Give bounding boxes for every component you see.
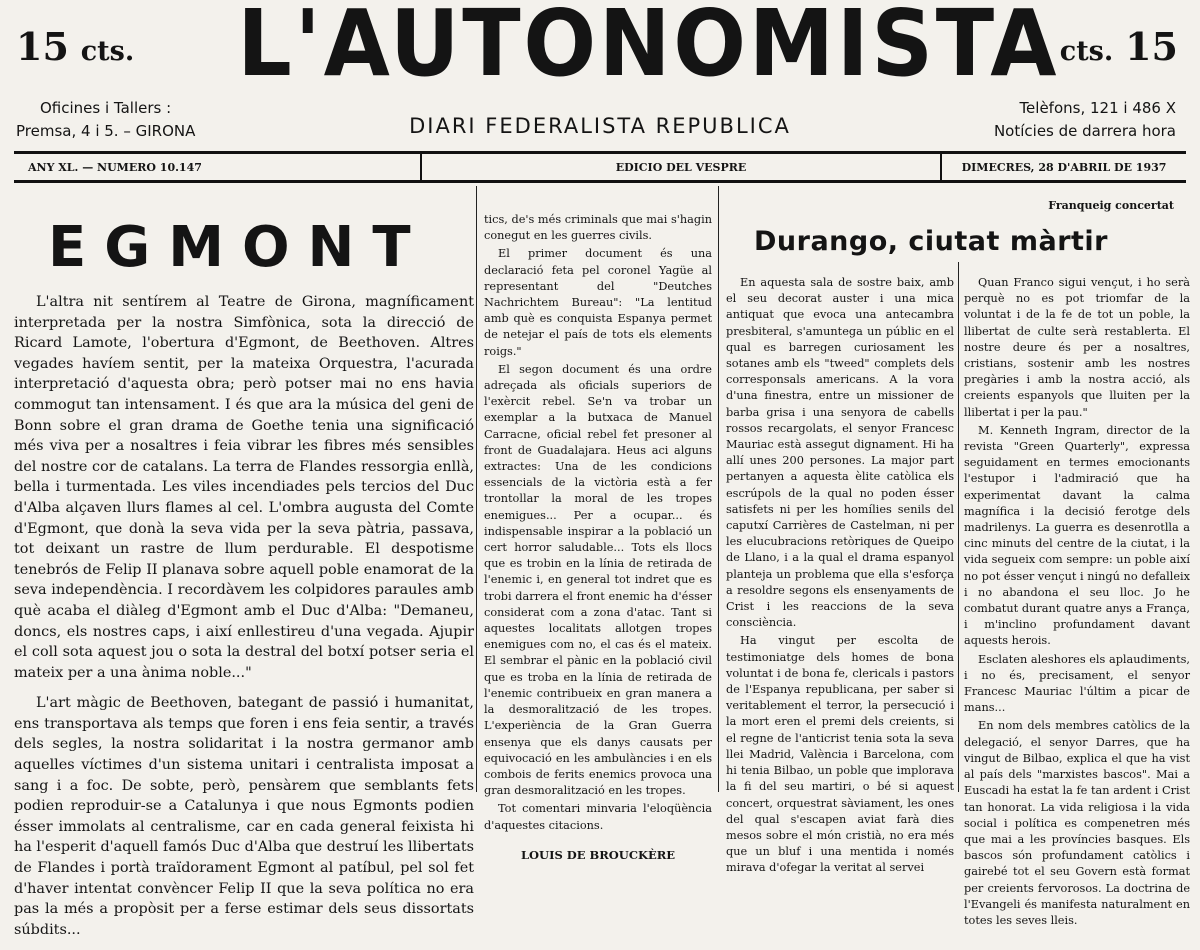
brouckere-body	[484, 212, 712, 834]
egmont-body	[14, 292, 474, 940]
article-paragraph: tics, de's més criminals que mai s'hagin conegut en les guerres civils.	[484, 213, 712, 243]
article-paragraph: Tot comentari minvaria l'eloqüència d'aquestes citacions.	[484, 802, 712, 832]
article-paragraph: El primer document és una declaració feta pel coronel Yagüe al representant del "Deutches Nachrichtem Bureau": "La lentitud amb què es conquista Espanya permet de netejar el país de tots els elements roigs."	[484, 247, 712, 358]
column-divider	[476, 186, 477, 792]
article-paragraph: M. Kenneth Ingram, director de la revista "Green Quarterly", expressa seguidament en termes emocionants l'estupor i l'admiració que ha experimentat davant la calma magnífica i la decisió ferotge dels madrilenys. La guerra es desenrotlla a cinc minuts del centre de la ciutat, i la vida segueix com sempre: un poble així no pot ésser vençut i ningú no defalleix i no abandona el seu lloc. Jo he combatut durant quatre anys a França, i m'inclino profundament davant aquests herois.	[964, 423, 1190, 648]
newspaper-title: L'AUTONOMISTA	[237, 0, 1060, 97]
article-paragraph: En aquesta sala de sostre baix, amb el seu decorat auster i una mica antiquat que evoca una antecambra presbiteral, s'amuntega un públic en el qual es barregen curiosament les sotanes amb els "tweed" complets dels corresponsals americans. A la vora d'una finestra, entre un missioner de barba grisa i una senyora de cabells rossos recargolats, el senyor Francesc Mauriac està assegut dignament. Hi ha allí unes 200 persones. La major part pertanyen a aquesta èlite catòlica els escrúpols de la qual no poden ésser satisfets ni per les homílies senils del caputxí Carrières de Castelman, ni per les elucubracions retòriques de Queipo de Llano, i a la qual el drama espanyol planteja un problema que ella s'esforça a resoldre segons els ensenyaments de Crist i les reaccions de la seva consciència.	[726, 276, 954, 630]
newspaper-subtitle: DIARI FEDERALISTA REPUBLICA	[409, 114, 791, 138]
column-divider	[718, 186, 719, 792]
durango-column-left	[726, 275, 954, 879]
article-paragraph: Ha vingut per escolta de testimoniatge dels homes de bona voluntat i de bona fe, clericals i pastors de l'Espanya republicana, per saber si veritablement el terror, la persecució i la mort eren el premi dels creients, si el regne de l'anticrist tenia sota la seva llei Madrid, València i Barcelona, com hi tenia Bilbao, un poble que implorava la fi del seu martiri, o bé si aquest concert, orquestrat sàviament, les ones del qual s'escapen aviat farà dies mesos sobre el món cristià, no era més que un bluf i una mentida i només mirava d'ofegar la veritat al servei	[726, 634, 954, 875]
article-paragraph: L'altra nit sentírem al Teatre de Girona, magníficament interpretada per la nostra Simfònica, sota la direcció de Ricard Lamote, l'obertura d'Egmont, de Beethoven. Altres vegades havíem sentit, per la mateixa Orquestra, l'acurada interpretació d'aquesta obra; però potser mai no ens havia commogut tan intensament. I és que ara la música del geni de Bonn sobre el gran drama de Goethe tenia una significació més viva per a nosaltres i feia vibrar les fibres més sensibles del nostre cor de catalans. La terra de Flandes ressorgia enllà, bella i turmentada. Les viles incendiades pels tercios del Duc d'Alba alçaven llurs flames al cel. L'ombra augusta del Comte d'Egmont, que donà la seva vida per la seva pàtria, passava, tot deixant un rastre de llum perdurable. El despotisme tenebrós de Felip II planava sobre aquell poble enamorat de la seva independència. I recordàvem les colpidores paraules amb què acaba el diàleg d'Egmont amb el Duc d'Alba: "Demaneu, doncs, els nostres caps, i així enllestireu d'una vegada. Ajupir el coll sota aquest jou o sota la destral del botxí potser seria el mateix per a una ànima noble..."	[14, 294, 474, 681]
issue-number: ANY XL. — NUMERO 10.147	[14, 154, 422, 180]
price-left-number: 15	[16, 24, 69, 69]
contact-info	[994, 97, 1176, 143]
egmont-headline: EGMONT	[48, 215, 429, 280]
price-left	[16, 24, 135, 69]
article-paragraph: L'art màgic de Beethoven, bategant de passió i humanitat, ens transportava als temps que foren i ens feia sentir, a través dels segles, la nostra solidaritat i la nostra germanor amb aquelles víctimes d'un sistema unitari i centralista imposat a sang i a foc. De sobte, però, pensàrem que semblants fets podien reproduir-se a Catalunya i que nous Egmonts podien ésser immolats al centralisme, car en cada general feixista hi ha l'esperit d'aquell famós Duc d'Alba que destruí les llibertats de Flandes i portà traïdorament Egmont al patíbul, pel sol fet d'haver intentat convèncer Felip II que la seva política no era pas la més a propòsit per a ferse estimar dels seus dissortats súbdits...	[14, 695, 474, 938]
durango-body-right	[964, 275, 1190, 929]
postage-note: Franqueig concertat	[1048, 199, 1174, 212]
office-street: Premsa, 4 i 5. – GIRONA	[16, 122, 196, 140]
phone-numbers: Telèfons, 121 i 486 X	[1019, 99, 1176, 117]
article-paragraph: Quan Franco sigui vençut, i ho serà perquè no es pot triomfar de la voluntat i de la fe de tot un poble, la llibertat de culte serà restablerta. El nostre deure és per a nosaltres, cristians, sostenir amb les nostres pregàries i amb la nostra acció, als creients espanyols que lluiten per la llibertat i per la pau."	[964, 276, 1190, 419]
issue-date: DIMECRES, 28 D'ABRIL DE 1937	[961, 161, 1167, 174]
edition-label: EDICIO DEL VESPRE	[422, 154, 942, 180]
brouckere-article	[484, 212, 712, 862]
article-signature: LOUIS DE BROUCKÈRE	[520, 847, 676, 862]
article-paragraph: En nom dels membres catòlics de la delegació, el senyor Darres, que ha vingut de Bilbao, explica el que ha vist al país dels "marxistes bascos". Mai a Euscadi ha estat la fe tan ardent i Crist tan honorat. La vida religiosa i la vida social i política es compenetren més que mai a les províncies basques. Els bascos són profundament catòlics i gairebé tot el seu Govern està format per creients fervorosos. La doctrina de l'Evangeli és manifesta naturalment en totes les seves lleis.	[964, 719, 1190, 927]
price-left-unit: cts.	[80, 36, 135, 67]
dateline-bar	[14, 151, 1186, 183]
office-address	[16, 97, 195, 143]
durango-body-left	[726, 275, 954, 877]
durango-headline: Durango, ciutat màrtir	[754, 226, 1108, 257]
latest-news-note: Notícies de darrera hora	[993, 122, 1176, 140]
durango-column-right	[964, 275, 1190, 931]
price-right-number: 15	[1125, 24, 1178, 69]
price-right-unit: cts.	[1059, 36, 1114, 67]
egmont-article	[14, 215, 474, 950]
article-paragraph: Esclaten aleshores els aplaudiments, i no és, precisament, el senyor Francesc Mauriac l'últim a picar de mans...	[964, 652, 1190, 715]
price-right	[1059, 24, 1178, 69]
article-paragraph: El segon document és una ordre adreçada als oficials superiors de l'exèrcit rebel. Se'n va trobar un exemplar a la butxaca de Manuel Carracne, oficial rebel fet presoner al front de Guadalajara. Heus aci alguns extractes: Una de les condicions essencials de la victòria està a fer trontollar la moral de les tropes enemigues... Per a ocupar... és indispensable inspirar a la població un cert horror saludable... Tots els llocs que es trobin en la línia de retirada de l'enemic i, en general tot indret que es trobi darrera el front enemic ha d'ésser considerat com a zona d'atac. Tant si aquestes localitats allotgen tropes enemigues com no, el cas és el mateix. El sembrar el pànic en la població civil que es troba en la línia de retirada de l'enemic contribueix en gran manera a la desmoralització de les tropes. L'experiència de la Gran Guerra ensenya que els danys causats per equivocació en les ambulàncies i en els combois de ferits enemics provoca una gran desmoralització en les tropes.	[484, 362, 712, 798]
office-label: Oficines i Tallers :	[40, 99, 172, 117]
column-divider	[958, 262, 959, 792]
